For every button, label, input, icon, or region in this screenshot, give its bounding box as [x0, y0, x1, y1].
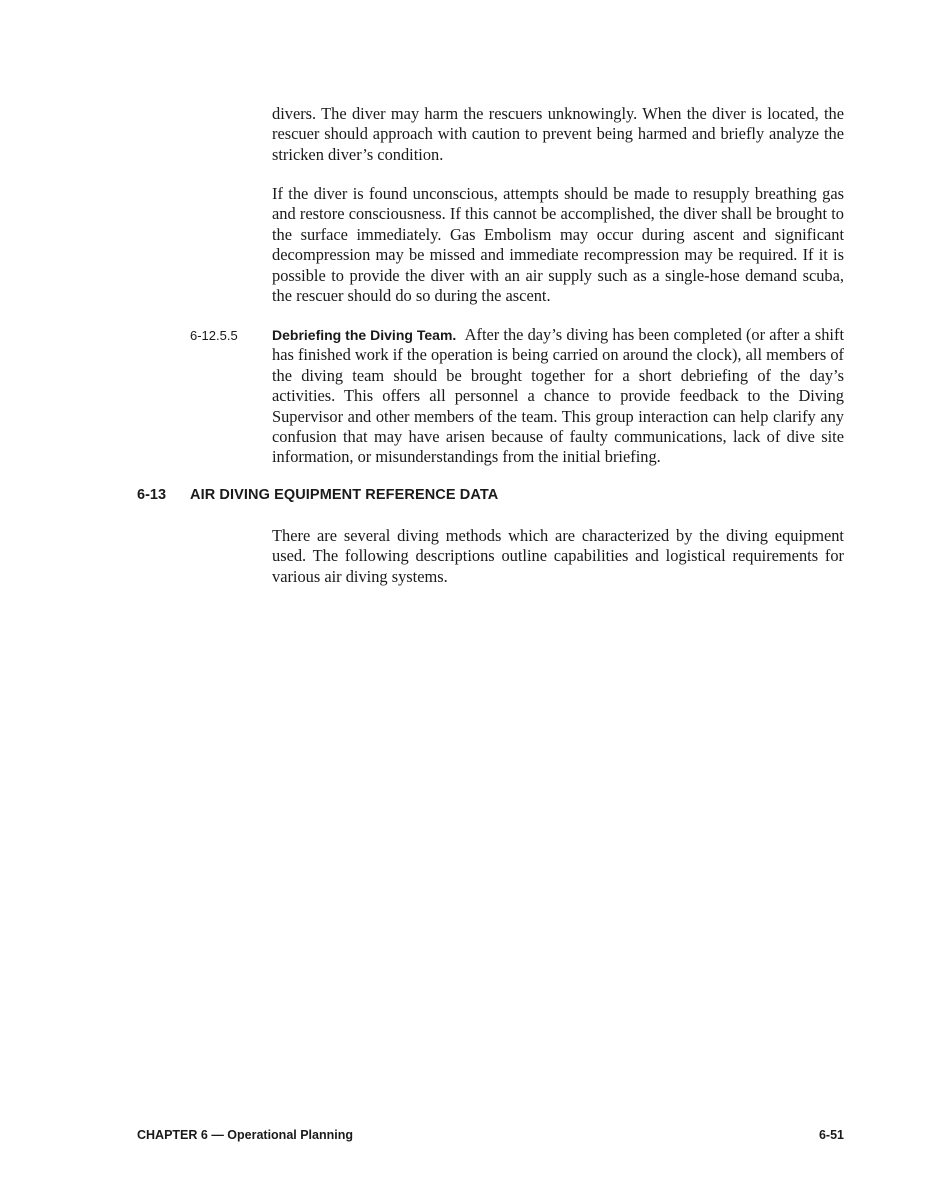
- subsection-heading: Debriefing the Diving Team.: [272, 327, 457, 343]
- section-title: AIR DIVING EQUIPMENT REFERENCE DATA: [190, 487, 499, 503]
- section-number: 6-13: [137, 487, 167, 503]
- footer-page-number: 6-51: [818, 1128, 844, 1142]
- subsection-paragraph: [272, 325, 844, 468]
- section-paragraph: There are several diving methods which are characterized by the diving equipment used. The following descriptions outline capabilities and logistical requirements for various air diving systems.: [272, 526, 844, 586]
- body-paragraph: If the diver is found unconscious, attempts should be made to resupply breathing gas and restore consciousness. If this cannot be accomplished, the diver shall be brought to the surface immediately. Gas Embolism may occur during ascent and significant decompression may be missed and immediate recompression may be required. If it is possible to provide the diver with an air supply such as a single-hose demand scuba, the rescuer should do so during the ascent.: [272, 184, 844, 306]
- body-paragraph: divers. The diver may harm the rescuers unknowingly. When the diver is located, the rescuer should approach with caution to prevent being harmed and briefly analyze the stricken diver’s condition.: [272, 104, 844, 164]
- subsection-number: 6-12.5.5: [190, 328, 238, 343]
- footer-chapter: CHAPTER 6 — Operational Planning: [137, 1128, 353, 1142]
- subsection-text: After the day’s diving has been completed (or after a shift has finished work if the operation is being carried on around the clock), all members of the diving team should be brought together for a short debriefing of the day’s activities. This offers all personnel a chance to provide feedback to the Diving Supervisor and other members of the team. This group interaction can help clarify any confusion that may have arisen because of faulty communications, lack of dive site information, or misunderstandings from the initial briefing.: [272, 325, 844, 467]
